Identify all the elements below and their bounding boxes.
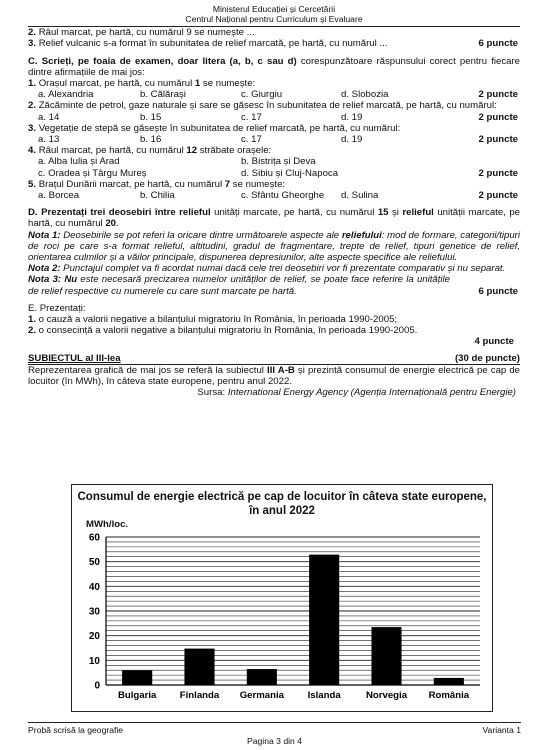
footer-variant: Varianta 1 (482, 725, 521, 735)
chart-title: Consumul de energie electrică pe cap de locuitor în câteva state europene, în anul 2022 (77, 491, 487, 517)
bar-islanda (310, 555, 339, 685)
y-tick-label: 30 (88, 606, 100, 618)
chart-source: Sursa: International Energy Agency (Agenția Internațională pentru Energie) (197, 387, 516, 399)
y-tick-label: 50 (88, 557, 100, 569)
b-item-2: 2. Râul marcat, pe hartă, cu numărul 9 se numește ... (28, 27, 255, 39)
c-q4: 4. Râul marcat, pe hartă, cu numărul 12 străbate orașele: (28, 145, 272, 157)
y-tick-label: 20 (88, 631, 100, 643)
c-q5-options: a. Borcea b. Chilia c. Sfântu Gheorghe d. Sulina 2 puncte (38, 189, 518, 201)
x-tick-label: Norvegia (365, 690, 408, 701)
bar-bulgaria (123, 671, 152, 685)
x-tick-label: Germania (239, 690, 284, 701)
y-axis-unit: MWh/loc. (86, 519, 129, 530)
e-item-2: 2. o consecință a valorii negative a bilanțului migratoriu în România, în perioada 1990-2005. (28, 325, 418, 337)
x-tick-label: Islanda (307, 690, 341, 701)
d-note-2: Nota 2: Punctajul complet va fi acordat numai dacă cele trei deosebiri vor fi prezentate comparativ și nu separat. (28, 263, 506, 275)
x-tick-label: Bulgaria (117, 690, 157, 701)
bar-norvegia (372, 628, 401, 685)
section-d-task: D. Prezentați trei deosebiri între relieful unități marcate, pe hartă, cu numărul 15 și relieful unității marcate, pe hartă, cu numărul 20. (28, 207, 520, 230)
e-item-1: 1. o cauză a valorii negative a bilanțului migratoriu în România, în perioada 1990-2005; (28, 313, 398, 325)
x-tick-label: România (428, 690, 470, 701)
subject-3-heading: SUBIECTUL al III-lea (30 de puncte) (28, 352, 520, 364)
d-note-3: Nota 3: Nu este necesară precizarea numelor unităților de relief, se poate face referire la unitățile de relief respective cu numerele cu care sunt marcate pe hartă. 6 puncte (28, 274, 518, 297)
bar-finlanda (185, 649, 214, 685)
exam-page (28, 0, 520, 398)
page-header (28, 0, 520, 27)
subject-3-intro: Reprezentarea grafică de mai jos se referă la subiectul III A-B și prezintă consumul de energie electrică pe cap de locuitor (în MWh), în câteva state europene, pentru anul 2022. (28, 364, 521, 387)
b-item-3: 3. Relief vulcanic s-a format în subunitatea de relief marcată, pe hartă, cu numărul ... 6 puncte (28, 38, 518, 50)
page-number: Pagina 3 din 4 (247, 736, 302, 746)
c-q4-options-ab: a. Alba Iulia și Arad b. Bistrița și Deva (38, 156, 316, 168)
e-points: 4 puncte (474, 336, 514, 348)
c-q2: 2. Zăcăminte de petrol, gaze naturale și sare se găsesc în subunitatea de relief marcată, pe hartă, cu numărul: (28, 100, 497, 112)
x-tick-label: Finlanda (179, 690, 220, 701)
page-footer (28, 722, 521, 736)
energy-consumption-chart (71, 484, 493, 712)
c-q1-options: a. Alexandria b. Călărași c. Giurgiu d. Slobozia 2 puncte (38, 89, 518, 101)
points-label: 6 puncte (478, 38, 518, 50)
y-tick-label: 60 (88, 532, 100, 544)
c-q3: 3. Vegetație de stepă se găsește în subunitatea de relief marcată, pe hartă, cu numărul: (28, 122, 401, 134)
c-q2-options: a. 14 b. 15 c. 17 d. 19 2 puncte (38, 111, 518, 123)
footer-exam-name: Probă scrisă la geografie (28, 725, 124, 735)
section-c-intro: C. Scrieți, pe foaia de examen, doar litera (a, b, c sau d) corespunzătoare răspunsului corect pentru fiecare dintre afirmațiile de mai jos: (28, 55, 521, 78)
y-tick-label: 0 (94, 680, 100, 692)
c-q5: 5. Brațul Dunării marcat, pe hartă, cu numărul 7 se numește: (28, 178, 286, 190)
y-tick-label: 40 (88, 581, 100, 593)
c-q4-options-cd: c. Oradea și Târgu Mureș d. Sibiu și Cluj-Napoca 2 puncte (38, 167, 518, 179)
c-q3-options: a. 13 b. 16 c. 17 d. 19 2 puncte (38, 133, 518, 145)
bar-chart-svg (72, 485, 492, 711)
bar-germania (247, 669, 276, 685)
bar-românia (434, 678, 463, 685)
c-q1: 1. Orașul marcat, pe hartă, cu numărul 1 se numește: (28, 78, 256, 89)
ministry-name: Ministerul Educației și Cercetării (212, 4, 336, 14)
d-note-1: Nota 1: Deosebirile se pot referi la oricare dintre următoarele aspecte ale reliefului: mod de formare, categorii/tipuri de roci pe care s-a format relieful, altitudini, gradul de fragmentare, trepte de relief, tipuri genetice de relief, orientarea culmilor și a văilor principale, dispunerea depresiunilor, alte aspecte specifice ale reliefului. (28, 229, 521, 263)
y-tick-label: 10 (88, 655, 100, 667)
section-e-title: E. Prezentați: (28, 302, 86, 314)
center-name: Centrul Național pentru Curriculum și Evaluare (28, 15, 520, 28)
